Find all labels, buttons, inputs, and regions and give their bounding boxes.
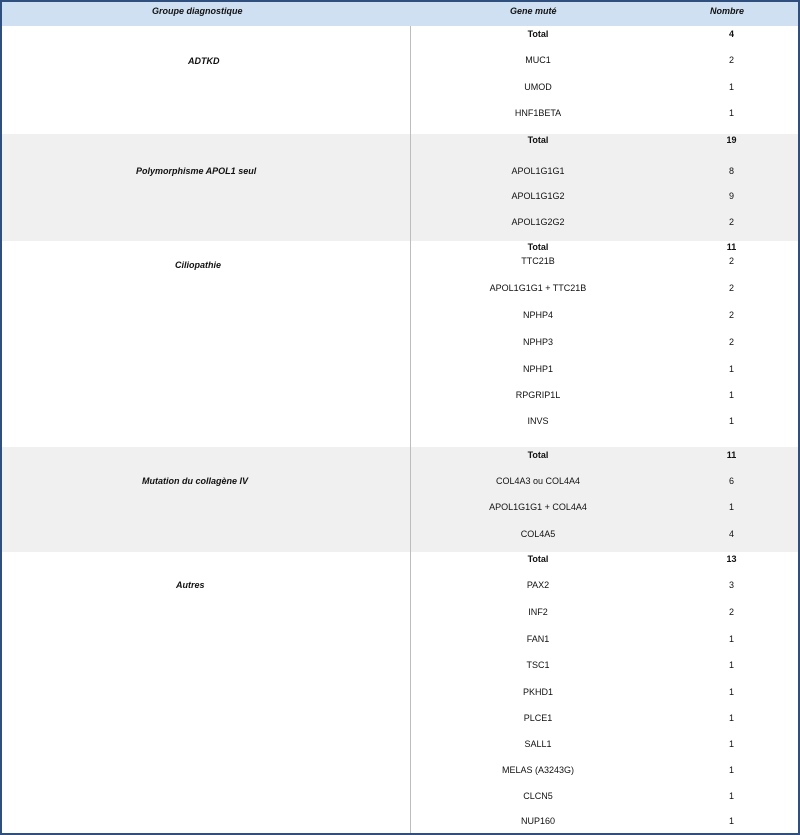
count-cell: 11 [726,242,737,252]
gene-cell: Total [527,135,549,145]
count-cell: 2 [728,607,734,617]
group-label-apol1: Polymorphisme APOL1 seul [136,166,257,176]
header-count: Nombre [710,6,745,16]
gene-cell: PKHD1 [522,687,553,697]
table-row [411,135,798,149]
table-row [411,242,798,256]
table-row [411,816,798,830]
gene-cell: APOL1G2G2 [511,217,565,227]
gene-cell: RPGRIP1L [515,390,561,400]
table-row [411,283,798,297]
gene-cell: NPHP1 [522,364,553,374]
gene-cell: INF2 [528,607,548,617]
count-cell: 1 [728,416,734,426]
count-cell: 1 [728,108,734,118]
count-cell: 1 [728,713,734,723]
table-row [411,607,798,621]
group-label-ciliopathie: Ciliopathie [175,260,222,270]
count-cell: 1 [728,687,734,697]
table-row [411,529,798,543]
table-row [411,476,798,490]
count-cell: 13 [726,554,737,564]
count-cell: 1 [728,739,734,749]
table-header [2,2,798,26]
gene-cell: SALL1 [524,739,552,749]
header-group: Groupe diagnostique [152,6,243,16]
gene-cell: Total [527,554,549,564]
table-row [411,82,798,96]
gene-cell: CLCN5 [523,791,553,801]
count-cell: 1 [728,82,734,92]
gene-cell: Total [527,450,549,460]
table-row [411,713,798,727]
count-cell: 9 [728,191,734,201]
count-cell: 1 [728,660,734,670]
count-cell: 2 [728,337,734,347]
gene-cell: NUP160 [520,816,556,826]
gene-cell: APOL1G1G1 + COL4A4 [489,502,587,512]
count-cell: 1 [728,634,734,644]
table-row [411,337,798,351]
gene-cell: APOL1G1G1 + TTC21B [489,283,587,293]
count-cell: 2 [728,310,734,320]
table-row [411,580,798,594]
count-cell: 11 [726,450,737,460]
count-cell: 19 [726,135,737,145]
count-cell: 1 [728,502,734,512]
count-cell: 1 [728,364,734,374]
gene-cell: Total [527,29,549,39]
table-row [411,29,798,43]
table-row [411,166,798,180]
gene-cell: TTC21B [521,256,555,266]
table-row [411,660,798,674]
table-row [411,502,798,516]
gene-cell: NPHP3 [522,337,553,347]
gene-cell: APOL1G1G1 [511,166,565,176]
gene-cell: TSC1 [526,660,550,670]
gene-cell: Total [527,242,549,252]
table-row [411,390,798,404]
count-cell: 6 [728,476,734,486]
table-row [411,634,798,648]
gene-cell: APOL1G1G2 [511,191,565,201]
table-row [411,55,798,69]
group-label-collagene: Mutation du collagène IV [142,476,249,486]
gene-cell: FAN1 [526,634,550,644]
gene-cell: UMOD [524,82,552,92]
count-cell: 2 [728,256,734,266]
count-cell: 4 [728,529,734,539]
gene-cell: NPHP4 [522,310,553,320]
table-row [411,416,798,430]
gene-cell: COL4A5 [520,529,556,539]
gene-cell: INVS [527,416,549,426]
table-row [411,256,798,270]
gene-cell: PAX2 [526,580,550,590]
table-row [411,739,798,753]
count-cell: 8 [728,166,734,176]
table-row [411,554,798,568]
group-label-autres: Autres [176,580,205,590]
group-label-adtkd: ADTKD [188,56,220,66]
count-cell: 1 [728,390,734,400]
count-cell: 1 [728,816,734,826]
count-cell: 2 [728,283,734,293]
table-row [411,687,798,701]
table-row [411,765,798,779]
count-cell: 4 [728,29,734,39]
table-row [411,310,798,324]
gene-cell: MELAS (A3243G) [501,765,575,775]
table-row [411,364,798,378]
count-cell: 3 [728,580,734,590]
table-row [411,191,798,205]
gene-cell: MUC1 [525,55,551,65]
table-row [411,108,798,122]
count-cell: 2 [728,55,734,65]
header-gene: Gene muté [510,6,557,16]
table-row [411,450,798,464]
gene-cell: HNF1BETA [514,108,562,118]
gene-cell: COL4A3 ou COL4A4 [495,476,581,486]
table-row [411,791,798,805]
count-cell: 2 [728,217,734,227]
gene-cell: PLCE1 [523,713,553,723]
count-cell: 1 [728,765,734,775]
count-cell: 1 [728,791,734,801]
table-row [411,217,798,231]
